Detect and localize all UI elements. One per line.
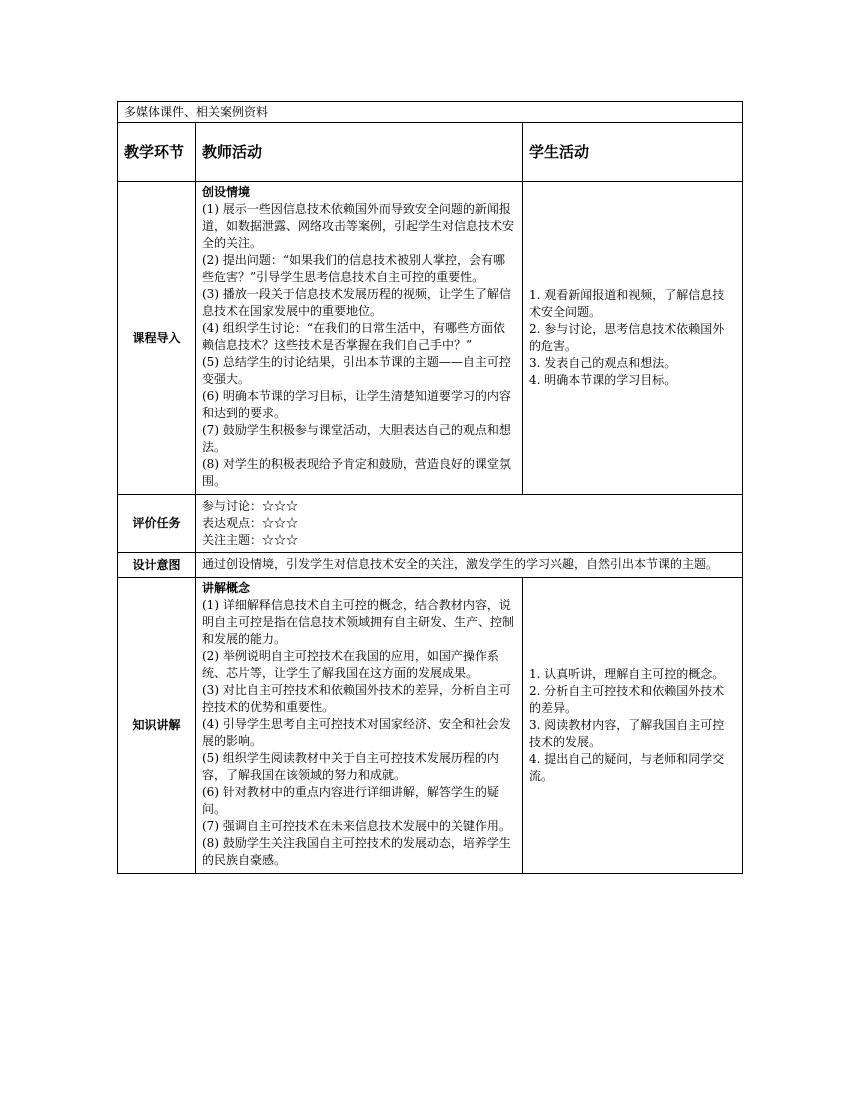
intro-teacher-item: (7) 鼓励学生积极参与课堂活动，大胆表达自己的观点和想法。 [202, 423, 511, 454]
evaluation-item: 关注主题：☆☆☆ [202, 533, 299, 547]
knowledge-label: 知识讲解 [132, 718, 181, 732]
intro-teacher-item: (4) 组织学生讨论：“在我们的日常生活中，有哪些方面依赖信息技术？这些技术是否掌握在我们自己手中？” [202, 321, 505, 352]
knowledge-teacher-item: (3) 对比自主可控技术和依赖国外技术的差异，分析自主可控技术的优势和重要性。 [202, 683, 511, 714]
evaluation-item: 表达观点：☆☆☆ [202, 516, 299, 530]
knowledge-student-item: 2. 分析自主可控技术和依赖国外技术的差异。 [529, 684, 725, 715]
header-row [118, 123, 743, 182]
knowledge-teacher-item: (4) 引导学生思考自主可控技术对国家经济、安全和社会发展的影响。 [202, 717, 511, 748]
design-text: 通过创设情境，引发学生对信息技术安全的关注，激发学生的学习兴趣，自然引出本节课的主题。 [202, 557, 719, 571]
knowledge-teacher-item: (5) 组织学生阅读教材中关于自主可控技术发展历程的内容，了解我国在该领域的努力和成就。 [202, 751, 499, 782]
evaluation-item: 参与讨论：☆☆☆ [202, 499, 299, 513]
intro-teacher-item: (1) 展示一些因信息技术依赖国外而导致安全问题的新闻报道，如数据泄露、网络攻击等案例，引起学生对信息技术安全的关注。 [202, 202, 515, 250]
evaluation-row [118, 495, 743, 553]
intro-student-cell [523, 182, 743, 495]
intro-row [118, 182, 743, 495]
knowledge-teacher-item: (7) 强调自主可控技术在未来信息技术发展中的关键作用。 [202, 819, 511, 833]
knowledge-teacher-item: (2) 举例说明自主可控技术在我国的应用，如国产操作系统、芯片等，让学生了解我国在这方面的发展成果。 [202, 649, 499, 680]
design-row [118, 553, 743, 578]
design-cell [196, 553, 743, 578]
knowledge-student-item: 1. 认真听讲，理解自主可控的概念。 [529, 667, 725, 681]
intro-teacher-cell [196, 182, 523, 495]
intro-student-item: 2. 参与讨论，思考信息技术依赖国外的危害。 [529, 322, 725, 353]
knowledge-teacher-item: (1) 详细解释信息技术自主可控的概念，结合教材内容，说明自主可控是指在信息技术领域拥有自主研发、生产、控制和发展的能力。 [202, 598, 515, 646]
evaluation-label: 评价任务 [132, 516, 181, 530]
header-stage: 教学环节 [124, 142, 185, 161]
knowledge-teacher-cell [196, 578, 523, 874]
knowledge-student-item: 4. 提出自己的疑问，与老师和同学交流。 [529, 752, 725, 783]
knowledge-student-cell [523, 578, 743, 874]
knowledge-teacher-item: (6) 针对教材中的重点内容进行详细讲解，解答学生的疑问。 [202, 785, 499, 816]
knowledge-teacher-item: (8) 鼓励学生关注我国自主可控技术的发展动态，培养学生的民族自豪感。 [202, 836, 511, 867]
intro-section-title: 创设情境 [202, 185, 251, 199]
materials-cell: 多媒体课件、相关案例资料 [118, 102, 743, 123]
header-student: 学生活动 [529, 142, 590, 161]
intro-student-item: 4. 明确本节课的学习目标。 [529, 373, 677, 387]
materials-row [118, 102, 743, 123]
header-teacher: 教师活动 [202, 142, 263, 161]
knowledge-student-item: 3. 阅读教材内容，了解我国自主可控技术的发展。 [529, 718, 725, 749]
intro-student-item: 3. 发表自己的观点和想法。 [529, 356, 677, 370]
design-label: 设计意图 [132, 557, 181, 572]
lesson-plan-table [117, 101, 743, 874]
intro-label: 课程导入 [132, 330, 181, 345]
intro-teacher-item: (3) 播放一段关于信息技术发展历程的视频，让学生了解信息技术在国家发展中的重要地位。 [202, 287, 511, 318]
knowledge-row [118, 578, 743, 874]
intro-teacher-item: (2) 提出问题：“如果我们的信息技术被别人掌控，会有哪些危害？”引导学生思考信息技术自主可控的重要性。 [202, 253, 505, 284]
knowledge-section-title: 讲解概念 [202, 581, 251, 595]
intro-student-item: 1. 观看新闻报道和视频，了解信息技术安全问题。 [529, 288, 725, 319]
intro-teacher-item: (8) 对学生的积极表现给予肯定和鼓励，营造良好的课堂氛围。 [202, 457, 511, 488]
evaluation-cell [196, 495, 743, 553]
intro-teacher-item: (6) 明确本节课的学习目标，让学生清楚知道要学习的内容和达到的要求。 [202, 389, 511, 420]
intro-teacher-item: (5) 总结学生的讨论结果，引出本节课的主题——自主可控变强大。 [202, 355, 511, 386]
